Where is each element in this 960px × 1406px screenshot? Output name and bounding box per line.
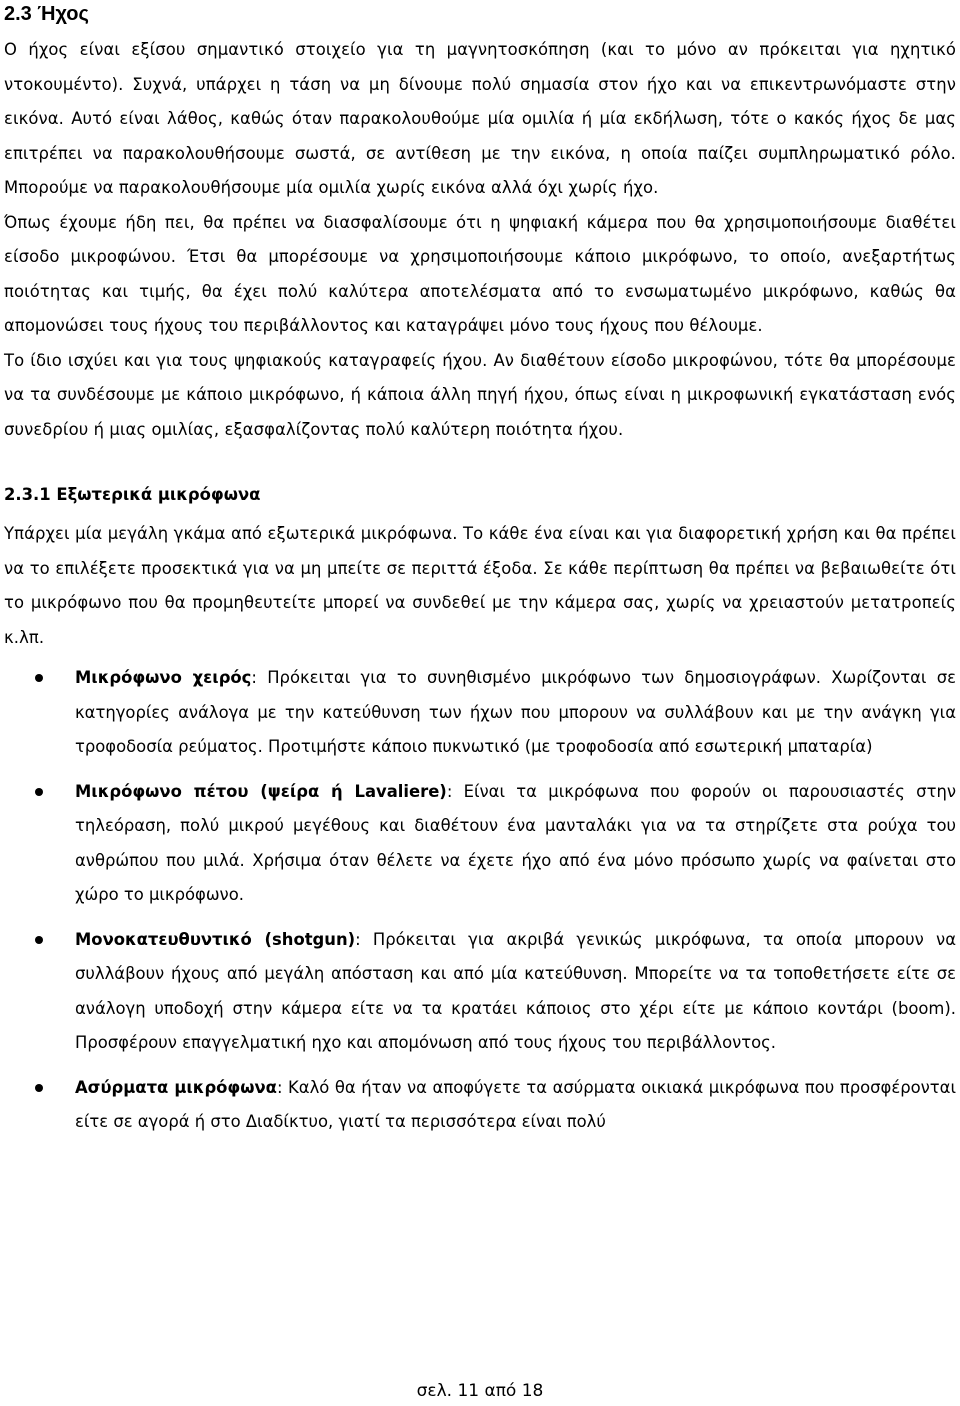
paragraph-importance-of-sound: Ο ήχος είναι εξίσου σημαντικό στοιχείο για τη μαγνητοσκόπηση (και το μόνο αν πρόκειται για ηχητικό ντοκουμέντο). Συχνά, υπάρχει η τάση να μη δίνουμε πολύ σημασία στον ήχο και να επικεντρωνόμαστε στην εικόνα. Αυτό είναι λάθος, καθώς όταν παρακολουθούμε μία ομιλία ή μία εκδήλωση, τότε ο κακός ήχος δε μας επιτρέπει να παρακολουθήσουμε σωστά, σε αντίθεση με την εικόνα, η οποία παίζει συμπληρωματικό ρόλο. Μπορούμε να παρακολουθήσουμε μία ομιλία χωρίς εικόνα αλλά όχι χωρίς ήχο. [4, 40, 956, 197]
microphone-types-list [4, 661, 956, 1140]
section-heading: 2.3 Ήχος [4, 3, 89, 25]
bullet-icon [35, 936, 43, 944]
bullet-icon [35, 1084, 43, 1092]
subsection-heading: 2.3.1 Εξωτερικά μικρόφωνα [4, 485, 261, 504]
section-body [4, 33, 956, 447]
list-item-text: : Είναι τα μικρόφωνα που φορούν οι παρουσιαστές στην τηλεόραση, πολύ μικρού μεγέθους και διαθέτουν ένα μανταλάκι για να τα στηρίζετε στα ρούχα του ανθρώπου που μιλά. Χρήσιμα όταν θέλετε να έχετε ήχο από ένα μόνο πρόσωπο χωρίς να φαίνεται στο χώρο το μικρόφωνο. [75, 781, 956, 904]
list-item-text: : Πρόκειται για το συνηθισμένο μικρόφωνο των δημοσιογράφων. Χωρίζονται σε κατηγορίες ανάλογα με την κατεύθυνση των ήχων που μπορουν να συλλάβουν και με την ανάγκη για τροφοδοσία ρεύματος. Προτιμήστε κάποιο πυκνωτικό (με τροφοδοσία από εσωτερική μπαταρία) [75, 668, 956, 756]
list-item [4, 661, 956, 765]
bullet-icon [35, 674, 43, 682]
list-item-term: Μικρόφωνο πέτου (ψείρα ή Lavaliere) [75, 781, 447, 801]
list-item [4, 775, 956, 913]
document-page [4, 0, 956, 1150]
list-item [4, 923, 956, 1061]
bullet-icon [35, 788, 43, 796]
list-item [4, 1071, 956, 1140]
list-item-term: Μονοκατευθυντικό (shotgun) [75, 929, 356, 949]
list-item-term: Ασύρματα μικρόφωνα [75, 1077, 277, 1097]
page-number-footer: σελ. 11 από 18 [416, 1381, 544, 1401]
list-item-term: Μικρόφωνο χειρός [75, 668, 252, 687]
list-item-text: : Πρόκειται για ακριβά γενικώς μικρόφωνα, τα οποία μπορουν να συλλάβουν ήχους από μεγάλη απόσταση και από μία κατεύθυνση. Μπορείτε να τα τοποθετήσετε είτε σε ανάλογη υποδοχή στην κάμερα είτε να τα κρατάει κάποιος στο χέρι είτε με κάποιο κοντάρι (boom). Προσφέρουν επαγγελματική ηχο και απομόνωση από τους ήχους του περιβάλλοντος. [75, 929, 956, 1052]
list-item-text: : Καλό θα ήταν να αποφύγετε τα ασύρματα οικιακά μικρόφωνα που προσφέρονται είτε σε αγορά ή στο Διαδίκτυο, γιατί τα περισσότερα είναι πολύ [75, 1077, 957, 1131]
paragraph-camera-mic-input: Όπως έχουμε ήδη πει, θα πρέπει να διασφαλίσουμε ότι η ψηφιακή κάμερα που θα χρησιμοποιήσουμε διαθέτει είσοδο μικροφώνου. Έτσι θα μπορέσουμε να χρησιμοποιήσουμε κάποιο μικρόφωνο, το οποίο, ανεξαρτήτως ποιότητας και τιμής, θα έχει πολύ καλύτερα αποτελέσματα από το ενσωματωμένο μικρόφωνο, καθώς θα απομονώσει τους ήχους του περιβάλλοντος και καταγράψει μόνο τους ήχους που θέλουμε. [4, 212, 956, 335]
paragraph-microphone-intro: Υπάρχει μία μεγάλη γκάμα από εξωτερικά μικρόφωνα. Το κάθε ένα είναι και για διαφορετική χρήση και θα πρέπει να το επιλέξετε προσεκτικά για να μη μπείτε σε περιττά έξοδα. Σε κάθε περίπτωση θα πρέπει να βεβαιωθείτε ότι το μικρόφωνο που θα προμηθευτείτε μπορεί να συνδεθεί με την κάμερα σας, χωρίς να χρειαστούν μετατροπείς κ.λπ. [4, 524, 956, 647]
paragraph-digital-recorders: Το ίδιο ισχύει και για τους ψηφιακούς καταγραφείς ήχου. Αν διαθέτουν είσοδο μικροφώνου, τότε θα μπορέσουμε να τα συνδέσουμε με κάποιο μικρόφωνο, ή κάποια άλλη πηγή ήχου, όπως είναι η μικροφωνική εγκατάσταση ενός συνεδρίου ή μιας ομιλίας, εξασφαλίζοντας πολύ καλύτερη ποιότητα ήχου. [4, 350, 956, 439]
